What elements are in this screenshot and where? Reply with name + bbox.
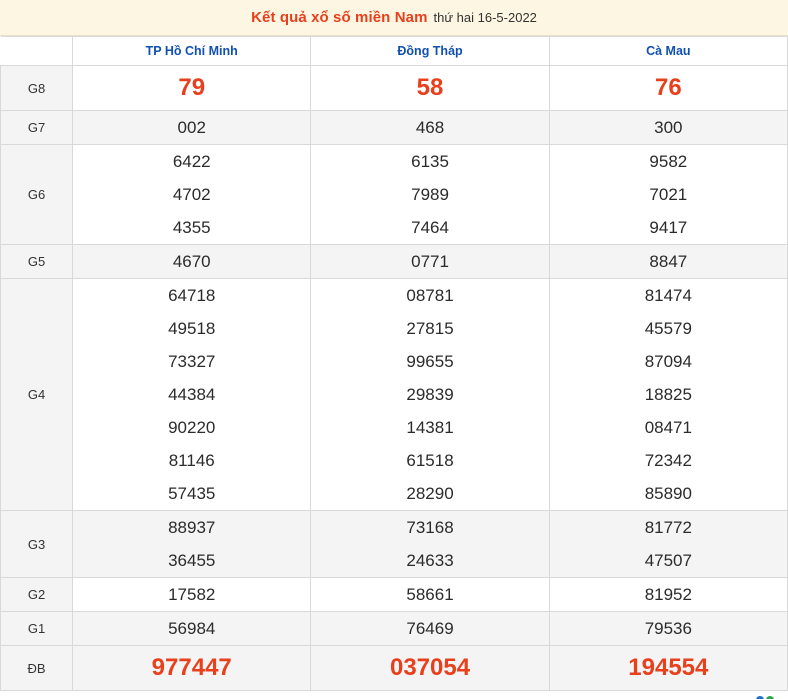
prize-cell	[311, 279, 549, 511]
prize-number: 36455	[168, 551, 216, 570]
table-row	[1, 578, 788, 612]
prize-cell	[549, 145, 787, 245]
prize-number: 85890	[644, 484, 692, 503]
prize-label: G2	[1, 578, 73, 612]
prize-number: 58	[416, 74, 444, 101]
corner-cell	[1, 37, 73, 66]
page-title: Kết quả xổ số miền Nam	[251, 9, 428, 26]
prize-cell	[311, 245, 549, 279]
prize-cell	[549, 279, 787, 511]
prize-label: G5	[1, 245, 73, 279]
prize-cell	[549, 245, 787, 279]
prize-number: 49518	[168, 319, 216, 338]
prize-cell	[73, 612, 311, 646]
prize-number: 79	[178, 74, 206, 101]
page-header	[0, 0, 788, 36]
prize-number: 64718	[168, 286, 216, 305]
prize-number: 58661	[406, 585, 454, 604]
prize-number: 17582	[168, 585, 216, 604]
prize-number: 47507	[644, 551, 692, 570]
prize-number: 79536	[644, 619, 692, 638]
prize-label: G7	[1, 111, 73, 145]
prize-cell	[73, 279, 311, 511]
result-date: thứ hai 16-5-2022	[433, 10, 537, 25]
prize-number: 4702	[172, 185, 211, 204]
prize-number: 9417	[649, 218, 688, 237]
prize-cell	[549, 612, 787, 646]
prize-number: 08781	[406, 286, 454, 305]
prize-number: 73168	[406, 518, 454, 537]
prize-cell	[311, 578, 549, 612]
prize-number: 18825	[644, 385, 692, 404]
table-row	[1, 279, 788, 511]
prize-cell	[73, 646, 311, 691]
table-row	[1, 646, 788, 691]
prize-cell	[73, 578, 311, 612]
table-row	[1, 612, 788, 646]
prize-number: 57435	[168, 484, 216, 503]
prize-number: 81474	[644, 286, 692, 305]
prize-label: G6	[1, 145, 73, 245]
prize-number: 76469	[406, 619, 454, 638]
prize-label: ĐB	[1, 646, 73, 691]
prize-number: 81772	[644, 518, 692, 537]
prize-label: G4	[1, 279, 73, 511]
prize-number: 24633	[406, 551, 454, 570]
table-body	[1, 66, 788, 691]
province-header-0[interactable]: TP Hồ Chí Minh	[73, 37, 311, 66]
province-header-row	[1, 37, 788, 66]
prize-cell	[311, 511, 549, 578]
table-row	[1, 111, 788, 145]
prize-number: 0771	[411, 252, 449, 271]
prize-cell	[311, 646, 549, 691]
prize-number: 08471	[644, 418, 692, 437]
prize-number: 8847	[649, 252, 688, 271]
prize-cell	[311, 66, 549, 111]
prize-number: 45579	[644, 319, 692, 338]
prize-number: 88937	[168, 518, 216, 537]
prize-number: 037054	[389, 654, 471, 681]
prize-number: 76	[654, 74, 682, 101]
province-header-2[interactable]: Cà Mau	[549, 37, 787, 66]
prize-number: 9582	[649, 152, 688, 171]
results-table	[0, 36, 788, 691]
prize-cell	[549, 511, 787, 578]
prize-label: G1	[1, 612, 73, 646]
prize-number: 56984	[168, 619, 216, 638]
prize-number: 27815	[406, 319, 454, 338]
prize-cell	[73, 511, 311, 578]
prize-number: 002	[177, 118, 206, 137]
prize-cell	[73, 245, 311, 279]
prize-number: 7021	[649, 185, 688, 204]
prize-cell	[73, 145, 311, 245]
prize-number: 90220	[168, 418, 216, 437]
table-header	[1, 37, 788, 66]
province-header-1[interactable]: Đồng Tháp	[311, 37, 549, 66]
prize-label: G3	[1, 511, 73, 578]
watermark-icon	[756, 691, 778, 699]
prize-number: 73327	[168, 352, 216, 371]
prize-number: 4355	[172, 218, 211, 237]
prize-number: 4670	[172, 252, 211, 271]
prize-number: 468	[415, 118, 445, 137]
prize-cell	[73, 111, 311, 145]
prize-number: 81146	[168, 451, 215, 470]
prize-number: 28290	[406, 484, 454, 503]
table-row	[1, 511, 788, 578]
prize-cell	[311, 612, 549, 646]
prize-cell	[549, 646, 787, 691]
prize-cell	[311, 111, 549, 145]
prize-number: 81952	[644, 585, 692, 604]
prize-number: 14381	[406, 418, 454, 437]
prize-cell	[549, 66, 787, 111]
prize-number: 61518	[406, 451, 454, 470]
prize-cell	[549, 111, 787, 145]
prize-number: 99655	[406, 352, 454, 371]
prize-number: 6422	[172, 152, 211, 171]
prize-number: 300	[654, 118, 683, 137]
prize-cell	[73, 66, 311, 111]
prize-number: 6135	[411, 152, 449, 171]
prize-number: 72342	[644, 451, 692, 470]
prize-number: 977447	[151, 654, 232, 681]
prize-number: 194554	[628, 654, 709, 681]
table-row	[1, 245, 788, 279]
footer-strip	[0, 693, 788, 699]
prize-number: 44384	[168, 385, 216, 404]
prize-number: 7989	[411, 185, 449, 204]
table-row	[1, 145, 788, 245]
table-row	[1, 66, 788, 111]
prize-label: G8	[1, 66, 73, 111]
prize-number: 87094	[644, 352, 692, 371]
prize-number: 29839	[406, 385, 454, 404]
prize-cell	[311, 145, 549, 245]
prize-cell	[549, 578, 787, 612]
prize-number: 7464	[411, 218, 449, 237]
